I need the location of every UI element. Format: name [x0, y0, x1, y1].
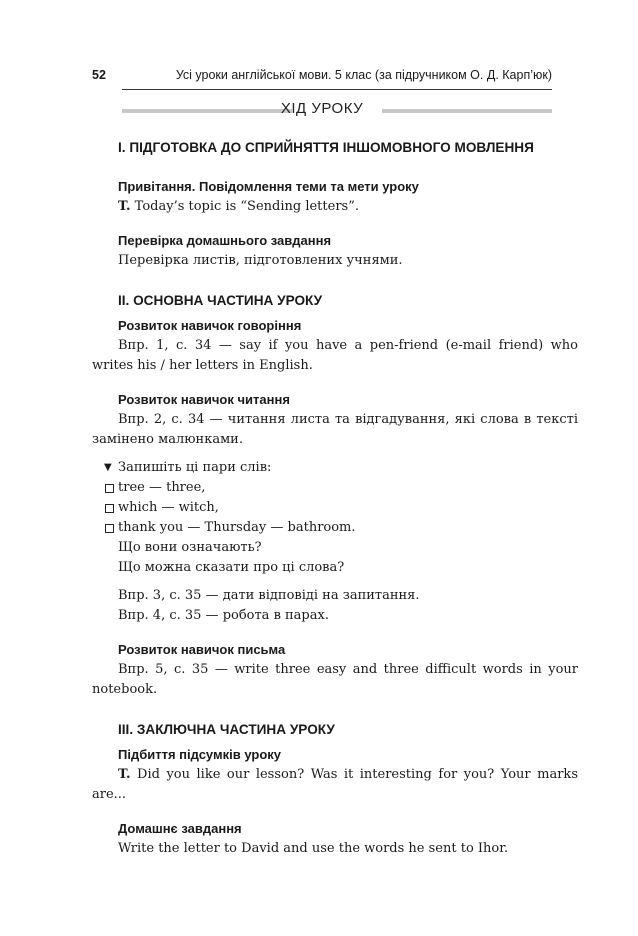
summary-body: Did you like our lesson? Was it interesting for you? Your marks are...	[92, 767, 578, 802]
greeting-text	[92, 197, 578, 217]
teacher-prefix: T.	[118, 199, 131, 214]
list-item	[92, 518, 578, 538]
square-bullet-icon	[105, 524, 114, 533]
greeting-heading: Привітання. Повідомлення теми та мети уроку	[118, 179, 419, 194]
word-pair-3: thank you — Thursday — bathroom.	[118, 520, 356, 535]
summary-heading: Підбиття підсумків уроку	[118, 747, 282, 762]
word-pair-2: which — witch,	[118, 500, 219, 515]
reading-heading: Розвиток навичок читання	[118, 392, 290, 407]
task-title: Запишіть ці пари слів:	[118, 460, 272, 475]
homework-check-heading: Перевірка домашнього завдання	[118, 233, 332, 248]
speaking-heading: Розвиток навичок говоріння	[118, 318, 302, 333]
writing-heading: Розвиток навичок письма	[118, 642, 286, 657]
square-bullet-icon	[105, 504, 114, 513]
band-title: ХІД УРОКУ	[280, 100, 364, 117]
homework-check-text: Перевірка листів, підготовлених учнями.	[118, 253, 403, 268]
square-bullet-icon	[105, 484, 114, 493]
question-2: Що можна сказати про ці слова?	[118, 560, 345, 575]
homework-heading: Домашнє завдання	[118, 821, 242, 836]
running-head	[92, 68, 552, 88]
section-3-title: III. ЗАКЛЮЧНА ЧАСТИНА УРОКУ	[118, 722, 335, 737]
word-pair-1: tree — three,	[118, 480, 206, 495]
list-item	[92, 478, 578, 498]
greeting-body: Today’s topic is “Sending letters”.	[130, 199, 359, 214]
list-item	[92, 498, 578, 518]
header-rule	[122, 89, 552, 90]
exercise-4: Впр. 4, с. 35 — робота в парах.	[118, 608, 329, 623]
reading-text: Впр. 2, с. 34 — читання листа та відгадування, які слова в тексті замінено малюнками.	[92, 412, 578, 447]
page-number: 52	[92, 68, 106, 82]
book-title: Усі уроки англійської мови. 5 клас (за підручником О. Д. Карп’юк)	[175, 68, 552, 82]
homework-text: Write the letter to David and use the words he sent to Ihor.	[118, 841, 509, 856]
summary-text	[92, 765, 578, 805]
writing-text: Впр. 5, с. 35 — write three easy and three difficult words in your notebook.	[92, 662, 578, 697]
section-2-title: II. ОСНОВНА ЧАСТИНА УРОКУ	[118, 293, 323, 308]
triangle-marker-icon: ▼	[104, 462, 112, 473]
teacher-prefix: T.	[118, 767, 131, 782]
speaking-text: Впр. 1, с. 34 — say if you have a pen-friend (e-mail friend) who writes his / her letters in English.	[92, 338, 578, 373]
task-item	[92, 458, 578, 478]
question-1: Що вони означають?	[118, 540, 262, 555]
section-1-title: I. ПІДГОТОВКА ДО СПРИЙНЯТТЯ ІНШОМОВНОГО МОВЛЕННЯ	[118, 140, 534, 155]
exercise-3: Впр. 3, с. 35 — дати відповіді на запитання.	[118, 588, 420, 603]
lesson-progress-band	[92, 99, 552, 121]
lesson-content	[92, 140, 578, 859]
